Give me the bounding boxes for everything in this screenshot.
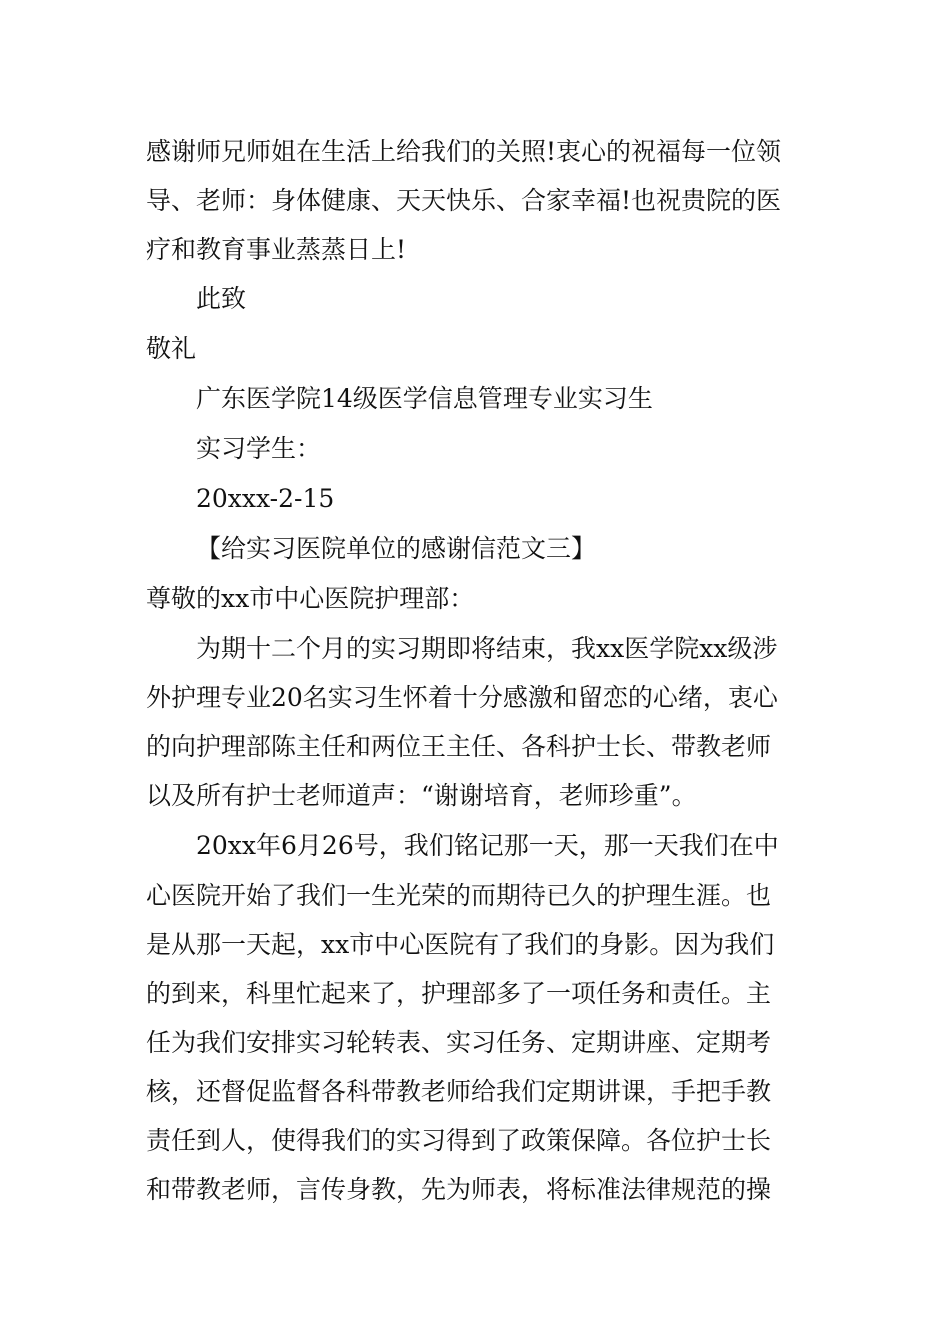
closing-respect: 敬礼 <box>146 334 197 363</box>
signature-student: 实习学生： <box>196 434 322 463</box>
text-line: 的到来，科里忙起来了，护理部多了一项任务和责任。主 <box>146 979 772 1008</box>
closing-salutation: 此致 <box>196 284 247 313</box>
text-line: 外护理专业20名实习生怀着十分感激和留恋的心绪，衷心 <box>146 683 778 712</box>
text-line: 20xx年6月26号，我们铭记那一天，那一天我们在中 <box>196 831 779 860</box>
letter-addressee: 尊敬的xx市中心医院护理部： <box>146 584 475 613</box>
text-line: 是从那一天起，xx市中心医院有了我们的身影。因为我们 <box>146 930 775 959</box>
text-line: 导、老师：身体健康、天天快乐、合家幸福!也祝贵院的医 <box>146 186 782 215</box>
text-line: 感谢师兄师姐在生活上给我们的关照!衷心的祝福每一位领 <box>146 137 782 166</box>
text-line: 疗和教育事业蒸蒸日上! <box>146 235 407 264</box>
text-line: 责任到人，使得我们的实习得到了政策保障。各位护士长 <box>146 1126 772 1155</box>
text-line: 任为我们安排实习轮转表、实习任务、定期讲座、定期考 <box>146 1028 772 1057</box>
signature-institution: 广东医学院14级医学信息管理专业实习生 <box>196 384 653 413</box>
section-heading: 【给实习医院单位的感谢信范文三】 <box>196 534 597 563</box>
text-line: 和带教老师，言传身教，先为师表，将标准法律规范的操 <box>146 1175 772 1204</box>
text-line: 心医院开始了我们一生光荣的而期待已久的护理生涯。也 <box>146 881 772 910</box>
text-line: 为期十二个月的实习期即将结束，我xx医学院xx级涉 <box>196 634 778 663</box>
text-line: 核，还督促监督各科带教老师给我们定期讲课，手把手教 <box>146 1077 772 1106</box>
signature-date: 20xxx-2-15 <box>196 484 335 513</box>
text-line: 的向护理部陈主任和两位王主任、各科护士长、带教老师 <box>146 732 772 761</box>
text-line: 以及所有护士老师道声：“谢谢培育，老师珍重”。 <box>146 781 697 810</box>
